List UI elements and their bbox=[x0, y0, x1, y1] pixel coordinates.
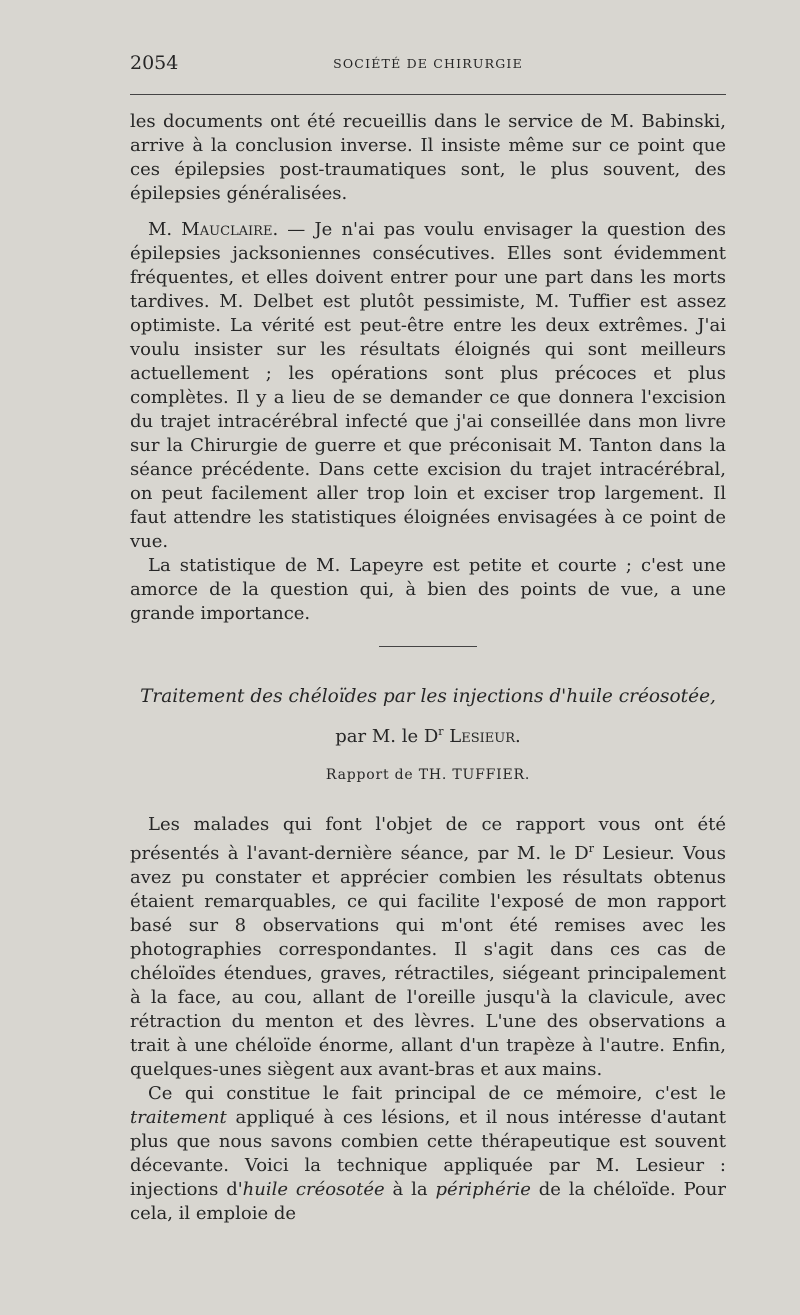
author-superscript: r bbox=[438, 725, 444, 738]
paragraph-text-c: à la bbox=[384, 1179, 436, 1200]
paragraph-mauclaire bbox=[130, 218, 726, 554]
author-prefix: par M. le D bbox=[335, 726, 439, 747]
body-text bbox=[130, 110, 726, 1226]
paragraph-text-a: Les malades qui font l'objet de ce rapport vous ont été présentés à l'avant-dernière séance, par M. le D bbox=[130, 814, 726, 864]
paragraph-text: La statistique de M. Lapeyre est petite et courte ; c'est une amorce de la question qui, à bien des points de vue, a une grande importance. bbox=[130, 555, 726, 624]
doctor-superscript: r bbox=[588, 842, 594, 855]
emphasis-peripherie: périphérie bbox=[435, 1179, 531, 1200]
emphasis-huile: huile créosotée bbox=[242, 1179, 385, 1200]
article-title: Traitement des chéloïdes par les injections d'huile créosotée, bbox=[140, 686, 716, 707]
paragraph-text-b: appliqué à ces lésions, et il nous intéresse d'autant plus que nous savons combien cette thérapeutique est souvent décevante. Voici la technique appliquée par M. Lesieur : injections d' bbox=[130, 1107, 726, 1200]
page-number: 2054 bbox=[130, 52, 179, 74]
paragraph-malades bbox=[130, 813, 726, 1082]
page-header bbox=[130, 52, 726, 74]
running-title: SOCIÉTÉ DE CHIRURGIE bbox=[333, 56, 523, 71]
paragraph-text-b: Lesieur. Vous avez pu constater et apprécier combien les résultats obtenus étaient remarquables, ce qui facilite l'exposé de mon rapport basé sur 8 observations qui m'ont été remises avec les photographies correspondantes. Il s'agit dans ces cas de chéloïdes étendues, graves, rétractiles, siégeant principalement à la face, au cou, allant de l'oreille jusqu'à la clavicule, avec rétraction du menton et des lèvres. L'une des observations a trait à une chéloïde énorme, allant d'un trapèze à l'autre. Enfin, quelques-unes siègent aux avant-bras et aux mains. bbox=[130, 843, 726, 1080]
paragraph-lapeyre bbox=[130, 554, 726, 626]
paragraph-traitement bbox=[130, 1082, 726, 1226]
header-rule bbox=[130, 94, 726, 95]
paragraph-text-a: Ce qui constitue le fait principal de ce mémoire, c'est le bbox=[148, 1083, 726, 1104]
paragraph-continuation bbox=[130, 110, 726, 206]
paragraph-text: les documents ont été recueillis dans le service de M. Babinski, arrive à la conclusion inverse. Il insiste même sur ce point que ces épilepsies post-traumatiques sont, le plus souvent, des épilepsies généralisées. bbox=[130, 111, 726, 204]
paragraph-text: — Je n'ai pas voulu envisager la question des épilepsies jacksoniennes consécutives. Elles sont évidemment fréquentes, et elles doivent entrer pour une part dans les morts tardives. M. Delbet est plutôt pessimiste, M. Tuffier est assez optimiste. La vérité est peut-être entre les deux extrêmes. J'ai voulu insister sur les résultats éloignés qui sont meilleurs actuellement ; les opérations sont plus précoces et plus complètes. Il y a lieu de se demander ce que donnera l'excision du trajet intracérébral infecté que j'ai conseillée dans mon livre sur la Chirurgie de guerre et que préconisait M. Tanton dans la séance précédente. Dans cette excision du trajet intracérébral, on peut facilement aller trop loin et exciser trop largement. Il faut attendre les statistiques éloignées envisagées à ce point de vue. bbox=[130, 219, 726, 552]
report-line: Rapport de TH. TUFFIER. bbox=[325, 767, 531, 783]
section-separator bbox=[379, 646, 477, 647]
emphasis-traitement: traitement bbox=[130, 1107, 227, 1128]
article-author bbox=[130, 720, 726, 749]
author-name: Lesieur. bbox=[449, 726, 521, 747]
speaker-name: M. Mauclaire. bbox=[148, 219, 279, 240]
paragraph-text-d: de la chéloïde. Pour cela, il emploie de bbox=[130, 1179, 726, 1224]
